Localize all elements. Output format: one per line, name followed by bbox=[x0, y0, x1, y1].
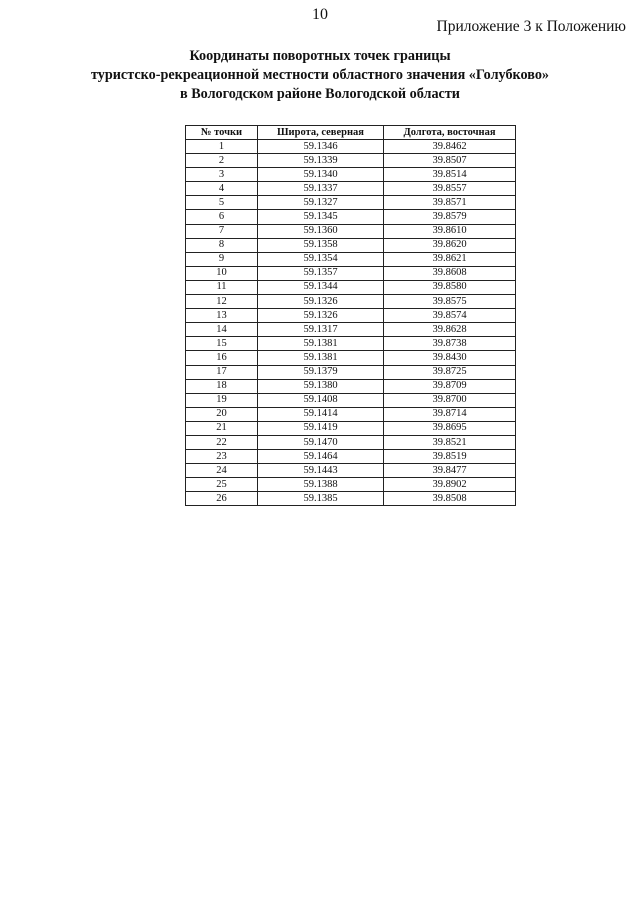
cell-longitude: 39.8580 bbox=[384, 280, 516, 294]
cell-point-number: 14 bbox=[186, 323, 258, 337]
cell-latitude: 59.1380 bbox=[258, 379, 384, 393]
cell-latitude: 59.1354 bbox=[258, 252, 384, 266]
table-row bbox=[186, 252, 516, 266]
table-row bbox=[186, 196, 516, 210]
header-point-number: № точки bbox=[186, 126, 258, 140]
cell-latitude: 59.1464 bbox=[258, 450, 384, 464]
table-row bbox=[186, 379, 516, 393]
cell-latitude: 59.1419 bbox=[258, 421, 384, 435]
table-row bbox=[186, 435, 516, 449]
cell-latitude: 59.1327 bbox=[258, 196, 384, 210]
cell-latitude: 59.1317 bbox=[258, 323, 384, 337]
table-row bbox=[186, 210, 516, 224]
table-row bbox=[186, 365, 516, 379]
cell-latitude: 59.1337 bbox=[258, 182, 384, 196]
cell-point-number: 13 bbox=[186, 309, 258, 323]
table-row bbox=[186, 238, 516, 252]
table-row bbox=[186, 464, 516, 478]
cell-latitude: 59.1345 bbox=[258, 210, 384, 224]
appendix-label: Приложение 3 к Положению bbox=[436, 18, 626, 35]
cell-longitude: 39.8477 bbox=[384, 464, 516, 478]
table-row bbox=[186, 224, 516, 238]
cell-latitude: 59.1408 bbox=[258, 393, 384, 407]
cell-latitude: 59.1357 bbox=[258, 266, 384, 280]
cell-latitude: 59.1326 bbox=[258, 309, 384, 323]
cell-point-number: 5 bbox=[186, 196, 258, 210]
title-line-3: в Вологодском районе Вологодской области bbox=[180, 86, 460, 102]
coordinates-table bbox=[185, 125, 516, 506]
cell-longitude: 39.8610 bbox=[384, 224, 516, 238]
table-row bbox=[186, 168, 516, 182]
cell-latitude: 59.1443 bbox=[258, 464, 384, 478]
cell-point-number: 7 bbox=[186, 224, 258, 238]
cell-longitude: 39.8519 bbox=[384, 450, 516, 464]
cell-point-number: 6 bbox=[186, 210, 258, 224]
cell-point-number: 26 bbox=[186, 492, 258, 506]
cell-latitude: 59.1339 bbox=[258, 154, 384, 168]
cell-point-number: 2 bbox=[186, 154, 258, 168]
cell-point-number: 15 bbox=[186, 337, 258, 351]
table-row bbox=[186, 323, 516, 337]
cell-latitude: 59.1388 bbox=[258, 478, 384, 492]
cell-point-number: 1 bbox=[186, 140, 258, 154]
cell-latitude: 59.1381 bbox=[258, 351, 384, 365]
header-longitude: Долгота, восточная bbox=[384, 126, 516, 140]
cell-longitude: 39.8521 bbox=[384, 435, 516, 449]
table-row bbox=[186, 393, 516, 407]
table-row bbox=[186, 450, 516, 464]
cell-longitude: 39.8628 bbox=[384, 323, 516, 337]
table-row bbox=[186, 492, 516, 506]
cell-longitude: 39.8514 bbox=[384, 168, 516, 182]
cell-latitude: 59.1414 bbox=[258, 407, 384, 421]
cell-longitude: 39.8575 bbox=[384, 295, 516, 309]
cell-longitude: 39.8621 bbox=[384, 252, 516, 266]
cell-point-number: 11 bbox=[186, 280, 258, 294]
table-body bbox=[186, 140, 516, 506]
cell-point-number: 12 bbox=[186, 295, 258, 309]
cell-longitude: 39.8902 bbox=[384, 478, 516, 492]
cell-latitude: 59.1358 bbox=[258, 238, 384, 252]
cell-point-number: 19 bbox=[186, 393, 258, 407]
table-row bbox=[186, 478, 516, 492]
table-row bbox=[186, 407, 516, 421]
cell-point-number: 24 bbox=[186, 464, 258, 478]
title-line-1: Координаты поворотных точек границы bbox=[189, 48, 451, 64]
cell-point-number: 10 bbox=[186, 266, 258, 280]
table-row bbox=[186, 351, 516, 365]
table-row bbox=[186, 280, 516, 294]
cell-latitude: 59.1360 bbox=[258, 224, 384, 238]
cell-latitude: 59.1344 bbox=[258, 280, 384, 294]
cell-longitude: 39.8557 bbox=[384, 182, 516, 196]
cell-longitude: 39.8725 bbox=[384, 365, 516, 379]
header-row bbox=[186, 126, 516, 140]
cell-longitude: 39.8700 bbox=[384, 393, 516, 407]
cell-longitude: 39.8508 bbox=[384, 492, 516, 506]
cell-longitude: 39.8571 bbox=[384, 196, 516, 210]
cell-longitude: 39.8695 bbox=[384, 421, 516, 435]
cell-point-number: 22 bbox=[186, 435, 258, 449]
cell-point-number: 16 bbox=[186, 351, 258, 365]
cell-latitude: 59.1470 bbox=[258, 435, 384, 449]
cell-longitude: 39.8579 bbox=[384, 210, 516, 224]
cell-point-number: 23 bbox=[186, 450, 258, 464]
cell-point-number: 25 bbox=[186, 478, 258, 492]
cell-point-number: 8 bbox=[186, 238, 258, 252]
table-row bbox=[186, 154, 516, 168]
cell-longitude: 39.8620 bbox=[384, 238, 516, 252]
cell-latitude: 59.1340 bbox=[258, 168, 384, 182]
page-number: 10 bbox=[312, 6, 328, 23]
cell-point-number: 21 bbox=[186, 421, 258, 435]
cell-latitude: 59.1385 bbox=[258, 492, 384, 506]
cell-point-number: 3 bbox=[186, 168, 258, 182]
cell-longitude: 39.8430 bbox=[384, 351, 516, 365]
table-row bbox=[186, 182, 516, 196]
table-row bbox=[186, 266, 516, 280]
cell-longitude: 39.8738 bbox=[384, 337, 516, 351]
cell-latitude: 59.1379 bbox=[258, 365, 384, 379]
cell-longitude: 39.8714 bbox=[384, 407, 516, 421]
table-row bbox=[186, 421, 516, 435]
cell-point-number: 18 bbox=[186, 379, 258, 393]
cell-latitude: 59.1381 bbox=[258, 337, 384, 351]
cell-longitude: 39.8574 bbox=[384, 309, 516, 323]
table-row bbox=[186, 295, 516, 309]
table-row bbox=[186, 309, 516, 323]
cell-longitude: 39.8709 bbox=[384, 379, 516, 393]
cell-point-number: 9 bbox=[186, 252, 258, 266]
document-title bbox=[0, 47, 640, 104]
table-row bbox=[186, 140, 516, 154]
title-line-2: туристско-рекреационной местности областного значения «Голубково» bbox=[90, 67, 550, 83]
cell-point-number: 4 bbox=[186, 182, 258, 196]
cell-longitude: 39.8462 bbox=[384, 140, 516, 154]
cell-point-number: 20 bbox=[186, 407, 258, 421]
cell-longitude: 39.8608 bbox=[384, 266, 516, 280]
cell-point-number: 17 bbox=[186, 365, 258, 379]
table-row bbox=[186, 337, 516, 351]
header-latitude: Широта, северная bbox=[258, 126, 384, 140]
cell-latitude: 59.1326 bbox=[258, 295, 384, 309]
cell-latitude: 59.1346 bbox=[258, 140, 384, 154]
table-header bbox=[186, 126, 516, 140]
cell-longitude: 39.8507 bbox=[384, 154, 516, 168]
